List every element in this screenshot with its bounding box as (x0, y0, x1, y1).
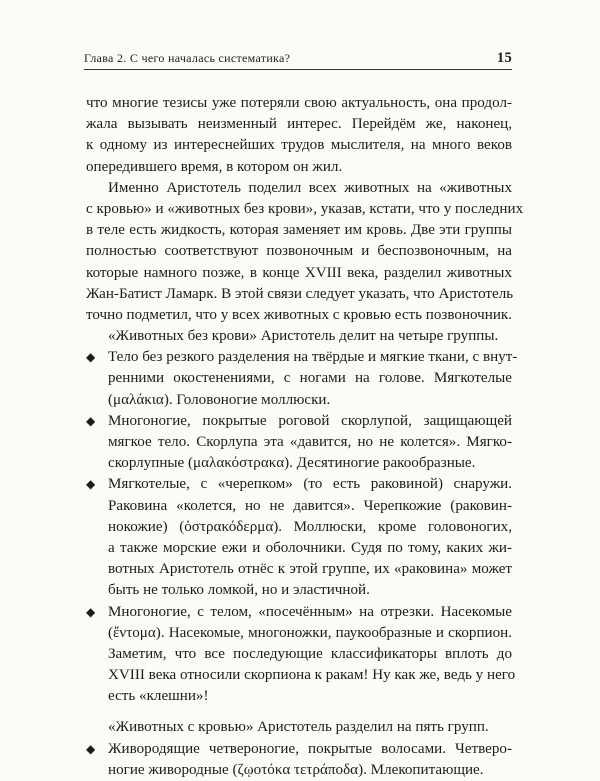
text-line (86, 284, 512, 305)
line-text: ногие живородные (ζῳοτόκα τετράποδα). Млекопитающие. (108, 761, 484, 778)
text-line (86, 178, 512, 199)
text-line (86, 602, 512, 623)
line-text: «Животных с кровью» Аристотель разделил на пять групп. (108, 719, 489, 736)
diamond-bullet-icon: ◆ (86, 350, 96, 365)
line-text: «Животных без крови» Аристотель делит на четыре группы. (108, 328, 499, 345)
text-line (86, 474, 512, 495)
text-line (86, 496, 512, 517)
text-line (86, 263, 512, 284)
chapter-title: Глава 2. С чего началась систематика? (84, 51, 291, 65)
paragraph (86, 178, 524, 326)
line-text: (μαλάκια). Головоногие моллюски. (108, 391, 331, 408)
bullet-item (86, 474, 512, 601)
text-line (86, 368, 512, 389)
text-line (86, 347, 518, 368)
bullet-item (86, 347, 518, 411)
line-text: мягкое тело. Скорлупа эта «давится, но не колется». Мягко- (108, 434, 512, 450)
line-text: Именно Аристотель поделил всех животных на «животных (108, 179, 512, 196)
text-line (86, 305, 512, 326)
page-number: 15 (496, 50, 512, 66)
line-text: XVIII века относили скорпиона к ракам! Ну как же, ведь у него (108, 667, 516, 684)
line-text: с кровью» и «животных без крови», указав, кстати, что у последних (86, 200, 524, 217)
text-line (86, 739, 512, 760)
text-line (86, 411, 512, 432)
paragraph (86, 717, 512, 738)
text-line (86, 453, 512, 474)
text-line (86, 717, 512, 738)
line-text: Мягкотелые, с «черепком» (то есть раковиной) снаружи. (108, 476, 512, 493)
line-text: Многоногие, с телом, «посечённым» на отрезки. Насекомые (108, 603, 512, 620)
line-text: к одному из интереснейших трудов мыслителя, на много веков (86, 137, 512, 154)
line-text: есть «клешни»! (108, 688, 209, 705)
text-line (86, 135, 512, 156)
text-line (86, 220, 512, 241)
bullet-item (86, 411, 512, 475)
text-line (86, 665, 516, 686)
line-text: Раковина «колется, но не давится». Черепкожие (раковин- (108, 497, 512, 514)
line-text: Заметим, что все последующие классификаторы вплоть до (108, 645, 512, 662)
diamond-bullet-icon: ◆ (86, 477, 96, 492)
line-text: Тело без резкого разделения на твёрдые и мягкие ткани, с внут- (108, 349, 518, 366)
text-line (86, 241, 512, 262)
line-text: а также морские ежи и оболочники. Судя по тому, каких жи- (108, 539, 512, 556)
diamond-bullet-icon: ◆ (86, 604, 96, 619)
line-text: опередившего время, в котором он жил. (86, 158, 343, 175)
text-line (86, 559, 512, 580)
bullet-item (86, 602, 516, 708)
text-line (86, 114, 512, 135)
diamond-bullet-icon: ◆ (86, 413, 96, 428)
line-text: что многие тезисы уже потеряли свою актуальность, она продол- (86, 95, 512, 111)
line-text: точно подметил, что у всех животных с кровью есть позвоночник. (86, 306, 513, 323)
header-rule (84, 69, 512, 70)
text-line (86, 326, 512, 347)
diamond-bullet-icon: ◆ (86, 741, 96, 756)
line-text: скорлупные (μαλακόστρακα). Десятиногие ракообразные. (108, 455, 476, 472)
text-line (86, 686, 512, 707)
bullet-item (86, 739, 512, 781)
line-text: полностью соответствуют позвоночным и беспозвоночным, на (86, 243, 512, 260)
line-text: Многоногие, покрытые роговой скорлупой, защищающей (108, 412, 512, 429)
text-line (86, 199, 524, 220)
text-line (86, 760, 512, 781)
text-line (86, 93, 512, 114)
line-text: в теле есть жидкость, которая заменяет им кровь. Две эти группы (86, 222, 512, 239)
line-text: Жан-Батист Ламарк. В этой связи следует указать, что Аристотель (86, 285, 514, 302)
line-text: нокожие) (ὀστρακόδερμα). Моллюски, кроме головоногих, (108, 518, 512, 535)
paragraph (86, 93, 512, 178)
line-text: Живородящие четвероногие, покрытые волосами. Четверо- (108, 740, 512, 757)
running-header (84, 50, 512, 67)
line-text: которые намного позже, в конце XVIII века, разделил животных (86, 264, 512, 281)
line-text: жала вызывать неизменный интерес. Перейдём же, наконец, (86, 116, 512, 133)
line-text: ренними окостенениями, с ногами на голове. Мягкотелые (108, 370, 512, 387)
line-text: (ἔντομα). Насекомые, многоножки, паукообразные и скорпион. (108, 624, 512, 641)
text-line (86, 580, 512, 601)
paragraph-gap (86, 707, 512, 717)
paragraph (86, 326, 512, 347)
line-text: вотных Аристотель отнёс к этой группе, их «раковина» может (108, 561, 512, 578)
text-line (86, 390, 512, 411)
text-line (86, 538, 512, 559)
text-line (86, 432, 512, 453)
page-body (86, 93, 524, 781)
text-line (86, 517, 512, 538)
line-text: быть не только ломкой, но и эластичной. (108, 582, 370, 599)
text-line (86, 157, 512, 178)
text-line (86, 623, 512, 644)
text-line (86, 644, 512, 665)
